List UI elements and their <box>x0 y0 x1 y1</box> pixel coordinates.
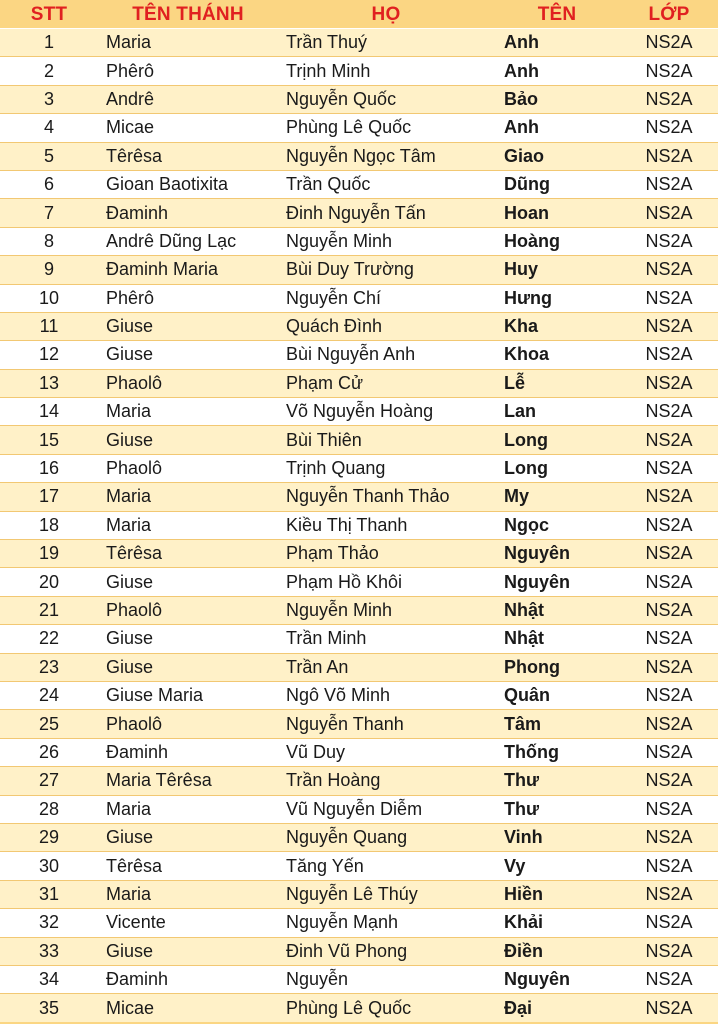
header-surname: HỌ <box>278 1 494 29</box>
header-name: TÊN <box>494 1 620 29</box>
table-row <box>0 227 718 255</box>
row-given-name: My <box>494 483 620 511</box>
row-surname: Nguyễn Quang <box>278 823 494 851</box>
row-surname: Nguyễn Mạnh <box>278 909 494 937</box>
row-surname: Ngô Võ Minh <box>278 681 494 709</box>
row-class: NS2A <box>620 29 718 57</box>
row-class: NS2A <box>620 57 718 85</box>
table-row <box>0 170 718 198</box>
row-class: NS2A <box>620 426 718 454</box>
row-given-name: Phong <box>494 653 620 681</box>
row-saint-name: Đaminh <box>98 199 278 227</box>
row-class: NS2A <box>620 965 718 993</box>
row-surname: Trần Quốc <box>278 170 494 198</box>
row-given-name: Anh <box>494 114 620 142</box>
row-given-name: Dũng <box>494 170 620 198</box>
row-class: NS2A <box>620 596 718 624</box>
row-surname: Phùng Lê Quốc <box>278 114 494 142</box>
row-given-name: Anh <box>494 29 620 57</box>
row-saint-name: Đaminh Maria <box>98 256 278 284</box>
table-row <box>0 994 718 1022</box>
row-saint-name: Phaolô <box>98 596 278 624</box>
table-row <box>0 767 718 795</box>
row-stt: 16 <box>0 454 98 482</box>
row-stt: 15 <box>0 426 98 454</box>
row-stt: 2 <box>0 57 98 85</box>
row-stt: 4 <box>0 114 98 142</box>
row-surname: Trịnh Quang <box>278 454 494 482</box>
row-given-name: Khải <box>494 909 620 937</box>
row-saint-name: Giuse <box>98 653 278 681</box>
row-surname: Tăng Yến <box>278 852 494 880</box>
row-class: NS2A <box>620 511 718 539</box>
table-row <box>0 653 718 681</box>
row-given-name: Thư <box>494 767 620 795</box>
row-stt: 12 <box>0 341 98 369</box>
table-row <box>0 596 718 624</box>
row-saint-name: Phêrô <box>98 57 278 85</box>
row-saint-name: Gioan Baotixita <box>98 170 278 198</box>
row-stt: 23 <box>0 653 98 681</box>
row-stt: 8 <box>0 227 98 255</box>
row-stt: 11 <box>0 312 98 340</box>
table-row <box>0 256 718 284</box>
row-given-name: Quân <box>494 681 620 709</box>
row-class: NS2A <box>620 170 718 198</box>
row-surname: Quách Đình <box>278 312 494 340</box>
row-class: NS2A <box>620 909 718 937</box>
table-row <box>0 114 718 142</box>
table-row <box>0 965 718 993</box>
row-saint-name: Maria <box>98 880 278 908</box>
table-header <box>0 1 718 29</box>
row-saint-name: Giuse <box>98 937 278 965</box>
row-surname: Nguyễn Thanh Thảo <box>278 483 494 511</box>
row-given-name: Lễ <box>494 369 620 397</box>
row-stt: 25 <box>0 710 98 738</box>
table-row <box>0 568 718 596</box>
row-stt: 28 <box>0 795 98 823</box>
row-class: NS2A <box>620 653 718 681</box>
row-class: NS2A <box>620 994 718 1022</box>
row-surname: Vũ Nguyễn Diễm <box>278 795 494 823</box>
row-surname: Bùi Nguyễn Anh <box>278 341 494 369</box>
row-saint-name: Maria <box>98 795 278 823</box>
row-class: NS2A <box>620 880 718 908</box>
row-given-name: Khoa <box>494 341 620 369</box>
row-stt: 9 <box>0 256 98 284</box>
row-saint-name: Đaminh <box>98 965 278 993</box>
row-surname: Đinh Vũ Phong <box>278 937 494 965</box>
row-saint-name: Têrêsa <box>98 142 278 170</box>
row-stt: 35 <box>0 994 98 1022</box>
row-class: NS2A <box>620 398 718 426</box>
row-surname: Nguyễn Lê Thúy <box>278 880 494 908</box>
row-stt: 6 <box>0 170 98 198</box>
row-class: NS2A <box>620 369 718 397</box>
row-surname: Phùng Lê Quốc <box>278 994 494 1022</box>
row-given-name: Nguyên <box>494 540 620 568</box>
row-given-name: Long <box>494 454 620 482</box>
row-saint-name: Giuse <box>98 625 278 653</box>
table-row <box>0 454 718 482</box>
table-row <box>0 142 718 170</box>
row-given-name: Hiền <box>494 880 620 908</box>
row-class: NS2A <box>620 312 718 340</box>
row-stt: 17 <box>0 483 98 511</box>
row-surname: Đinh Nguyễn Tấn <box>278 199 494 227</box>
row-saint-name: Phaolô <box>98 710 278 738</box>
table-row <box>0 710 718 738</box>
table-row <box>0 398 718 426</box>
row-surname: Nguyễn Ngọc Tâm <box>278 142 494 170</box>
row-stt: 30 <box>0 852 98 880</box>
table-row <box>0 483 718 511</box>
row-saint-name: Maria <box>98 483 278 511</box>
table-row <box>0 681 718 709</box>
row-given-name: Điền <box>494 937 620 965</box>
row-stt: 31 <box>0 880 98 908</box>
row-saint-name: Andrê Dũng Lạc <box>98 227 278 255</box>
row-class: NS2A <box>620 256 718 284</box>
row-surname: Nguyễn Thanh <box>278 710 494 738</box>
row-given-name: Hoàng <box>494 227 620 255</box>
row-surname: Phạm Cử <box>278 369 494 397</box>
row-surname: Nguyễn Chí <box>278 284 494 312</box>
row-class: NS2A <box>620 568 718 596</box>
row-given-name: Nhật <box>494 625 620 653</box>
row-class: NS2A <box>620 142 718 170</box>
row-class: NS2A <box>620 625 718 653</box>
row-class: NS2A <box>620 284 718 312</box>
row-given-name: Long <box>494 426 620 454</box>
table-row <box>0 625 718 653</box>
row-saint-name: Maria Têrêsa <box>98 767 278 795</box>
row-given-name: Ngọc <box>494 511 620 539</box>
row-class: NS2A <box>620 767 718 795</box>
table-row <box>0 540 718 568</box>
table-row <box>0 511 718 539</box>
row-given-name: Thư <box>494 795 620 823</box>
row-stt: 19 <box>0 540 98 568</box>
row-class: NS2A <box>620 681 718 709</box>
table-row <box>0 284 718 312</box>
row-stt: 32 <box>0 909 98 937</box>
row-class: NS2A <box>620 937 718 965</box>
table-row <box>0 795 718 823</box>
row-given-name: Vinh <box>494 823 620 851</box>
row-saint-name: Micae <box>98 994 278 1022</box>
row-class: NS2A <box>620 852 718 880</box>
row-surname: Trịnh Minh <box>278 57 494 85</box>
row-given-name: Vy <box>494 852 620 880</box>
row-surname: Phạm Hồ Khôi <box>278 568 494 596</box>
row-class: NS2A <box>620 795 718 823</box>
row-given-name: Đại <box>494 994 620 1022</box>
row-class: NS2A <box>620 199 718 227</box>
row-stt: 33 <box>0 937 98 965</box>
table-row <box>0 823 718 851</box>
row-given-name: Bảo <box>494 85 620 113</box>
header-saint-name: TÊN THÁNH <box>98 1 278 29</box>
row-stt: 14 <box>0 398 98 426</box>
row-surname: Trần Thuý <box>278 29 494 57</box>
row-surname: Trần An <box>278 653 494 681</box>
row-surname: Phạm Thảo <box>278 540 494 568</box>
row-class: NS2A <box>620 823 718 851</box>
row-stt: 18 <box>0 511 98 539</box>
row-stt: 27 <box>0 767 98 795</box>
row-stt: 3 <box>0 85 98 113</box>
header-stt: STT <box>0 1 98 29</box>
row-stt: 1 <box>0 29 98 57</box>
class-roster-table <box>0 1 718 1022</box>
row-class: NS2A <box>620 710 718 738</box>
row-stt: 10 <box>0 284 98 312</box>
header-class: LỚP <box>620 1 718 29</box>
row-given-name: Hoan <box>494 199 620 227</box>
row-surname: Bùi Duy Trường <box>278 256 494 284</box>
row-saint-name: Giuse <box>98 568 278 596</box>
table-row <box>0 341 718 369</box>
table-row <box>0 57 718 85</box>
row-surname: Nguyễn <box>278 965 494 993</box>
row-surname: Trần Minh <box>278 625 494 653</box>
table-body <box>0 29 718 1023</box>
table-row <box>0 312 718 340</box>
header-row <box>0 1 718 29</box>
row-given-name: Tâm <box>494 710 620 738</box>
row-surname: Trần Hoàng <box>278 767 494 795</box>
table-row <box>0 937 718 965</box>
row-saint-name: Têrêsa <box>98 540 278 568</box>
row-surname: Nguyễn Minh <box>278 596 494 624</box>
row-given-name: Lan <box>494 398 620 426</box>
row-given-name: Giao <box>494 142 620 170</box>
table-row <box>0 426 718 454</box>
row-surname: Nguyễn Minh <box>278 227 494 255</box>
row-class: NS2A <box>620 483 718 511</box>
table-row <box>0 909 718 937</box>
row-stt: 34 <box>0 965 98 993</box>
row-class: NS2A <box>620 454 718 482</box>
row-stt: 5 <box>0 142 98 170</box>
row-surname: Nguyễn Quốc <box>278 85 494 113</box>
row-class: NS2A <box>620 540 718 568</box>
row-stt: 29 <box>0 823 98 851</box>
row-saint-name: Micae <box>98 114 278 142</box>
table-row <box>0 738 718 766</box>
row-surname: Bùi Thiên <box>278 426 494 454</box>
row-saint-name: Đaminh <box>98 738 278 766</box>
row-class: NS2A <box>620 227 718 255</box>
table-row <box>0 880 718 908</box>
row-saint-name: Phêrô <box>98 284 278 312</box>
row-saint-name: Giuse <box>98 341 278 369</box>
row-given-name: Kha <box>494 312 620 340</box>
row-stt: 22 <box>0 625 98 653</box>
table-row <box>0 29 718 57</box>
row-given-name: Nguyên <box>494 568 620 596</box>
row-stt: 24 <box>0 681 98 709</box>
row-stt: 21 <box>0 596 98 624</box>
row-class: NS2A <box>620 341 718 369</box>
row-class: NS2A <box>620 114 718 142</box>
row-stt: 20 <box>0 568 98 596</box>
row-class: NS2A <box>620 85 718 113</box>
row-saint-name: Giuse Maria <box>98 681 278 709</box>
row-saint-name: Giuse <box>98 823 278 851</box>
row-given-name: Hưng <box>494 284 620 312</box>
row-saint-name: Phaolô <box>98 369 278 397</box>
table-row <box>0 369 718 397</box>
row-given-name: Nhật <box>494 596 620 624</box>
row-given-name: Nguyên <box>494 965 620 993</box>
table-row <box>0 199 718 227</box>
row-saint-name: Giuse <box>98 312 278 340</box>
row-saint-name: Andrê <box>98 85 278 113</box>
row-surname: Kiều Thị Thanh <box>278 511 494 539</box>
row-saint-name: Phaolô <box>98 454 278 482</box>
row-stt: 26 <box>0 738 98 766</box>
table-row <box>0 852 718 880</box>
row-saint-name: Giuse <box>98 426 278 454</box>
row-class: NS2A <box>620 738 718 766</box>
row-surname: Võ Nguyễn Hoàng <box>278 398 494 426</box>
row-given-name: Huy <box>494 256 620 284</box>
row-saint-name: Maria <box>98 29 278 57</box>
row-surname: Vũ Duy <box>278 738 494 766</box>
row-stt: 13 <box>0 369 98 397</box>
row-given-name: Thống <box>494 738 620 766</box>
row-given-name: Anh <box>494 57 620 85</box>
row-saint-name: Têrêsa <box>98 852 278 880</box>
row-saint-name: Maria <box>98 511 278 539</box>
row-saint-name: Maria <box>98 398 278 426</box>
table-row <box>0 85 718 113</box>
row-saint-name: Vicente <box>98 909 278 937</box>
row-stt: 7 <box>0 199 98 227</box>
